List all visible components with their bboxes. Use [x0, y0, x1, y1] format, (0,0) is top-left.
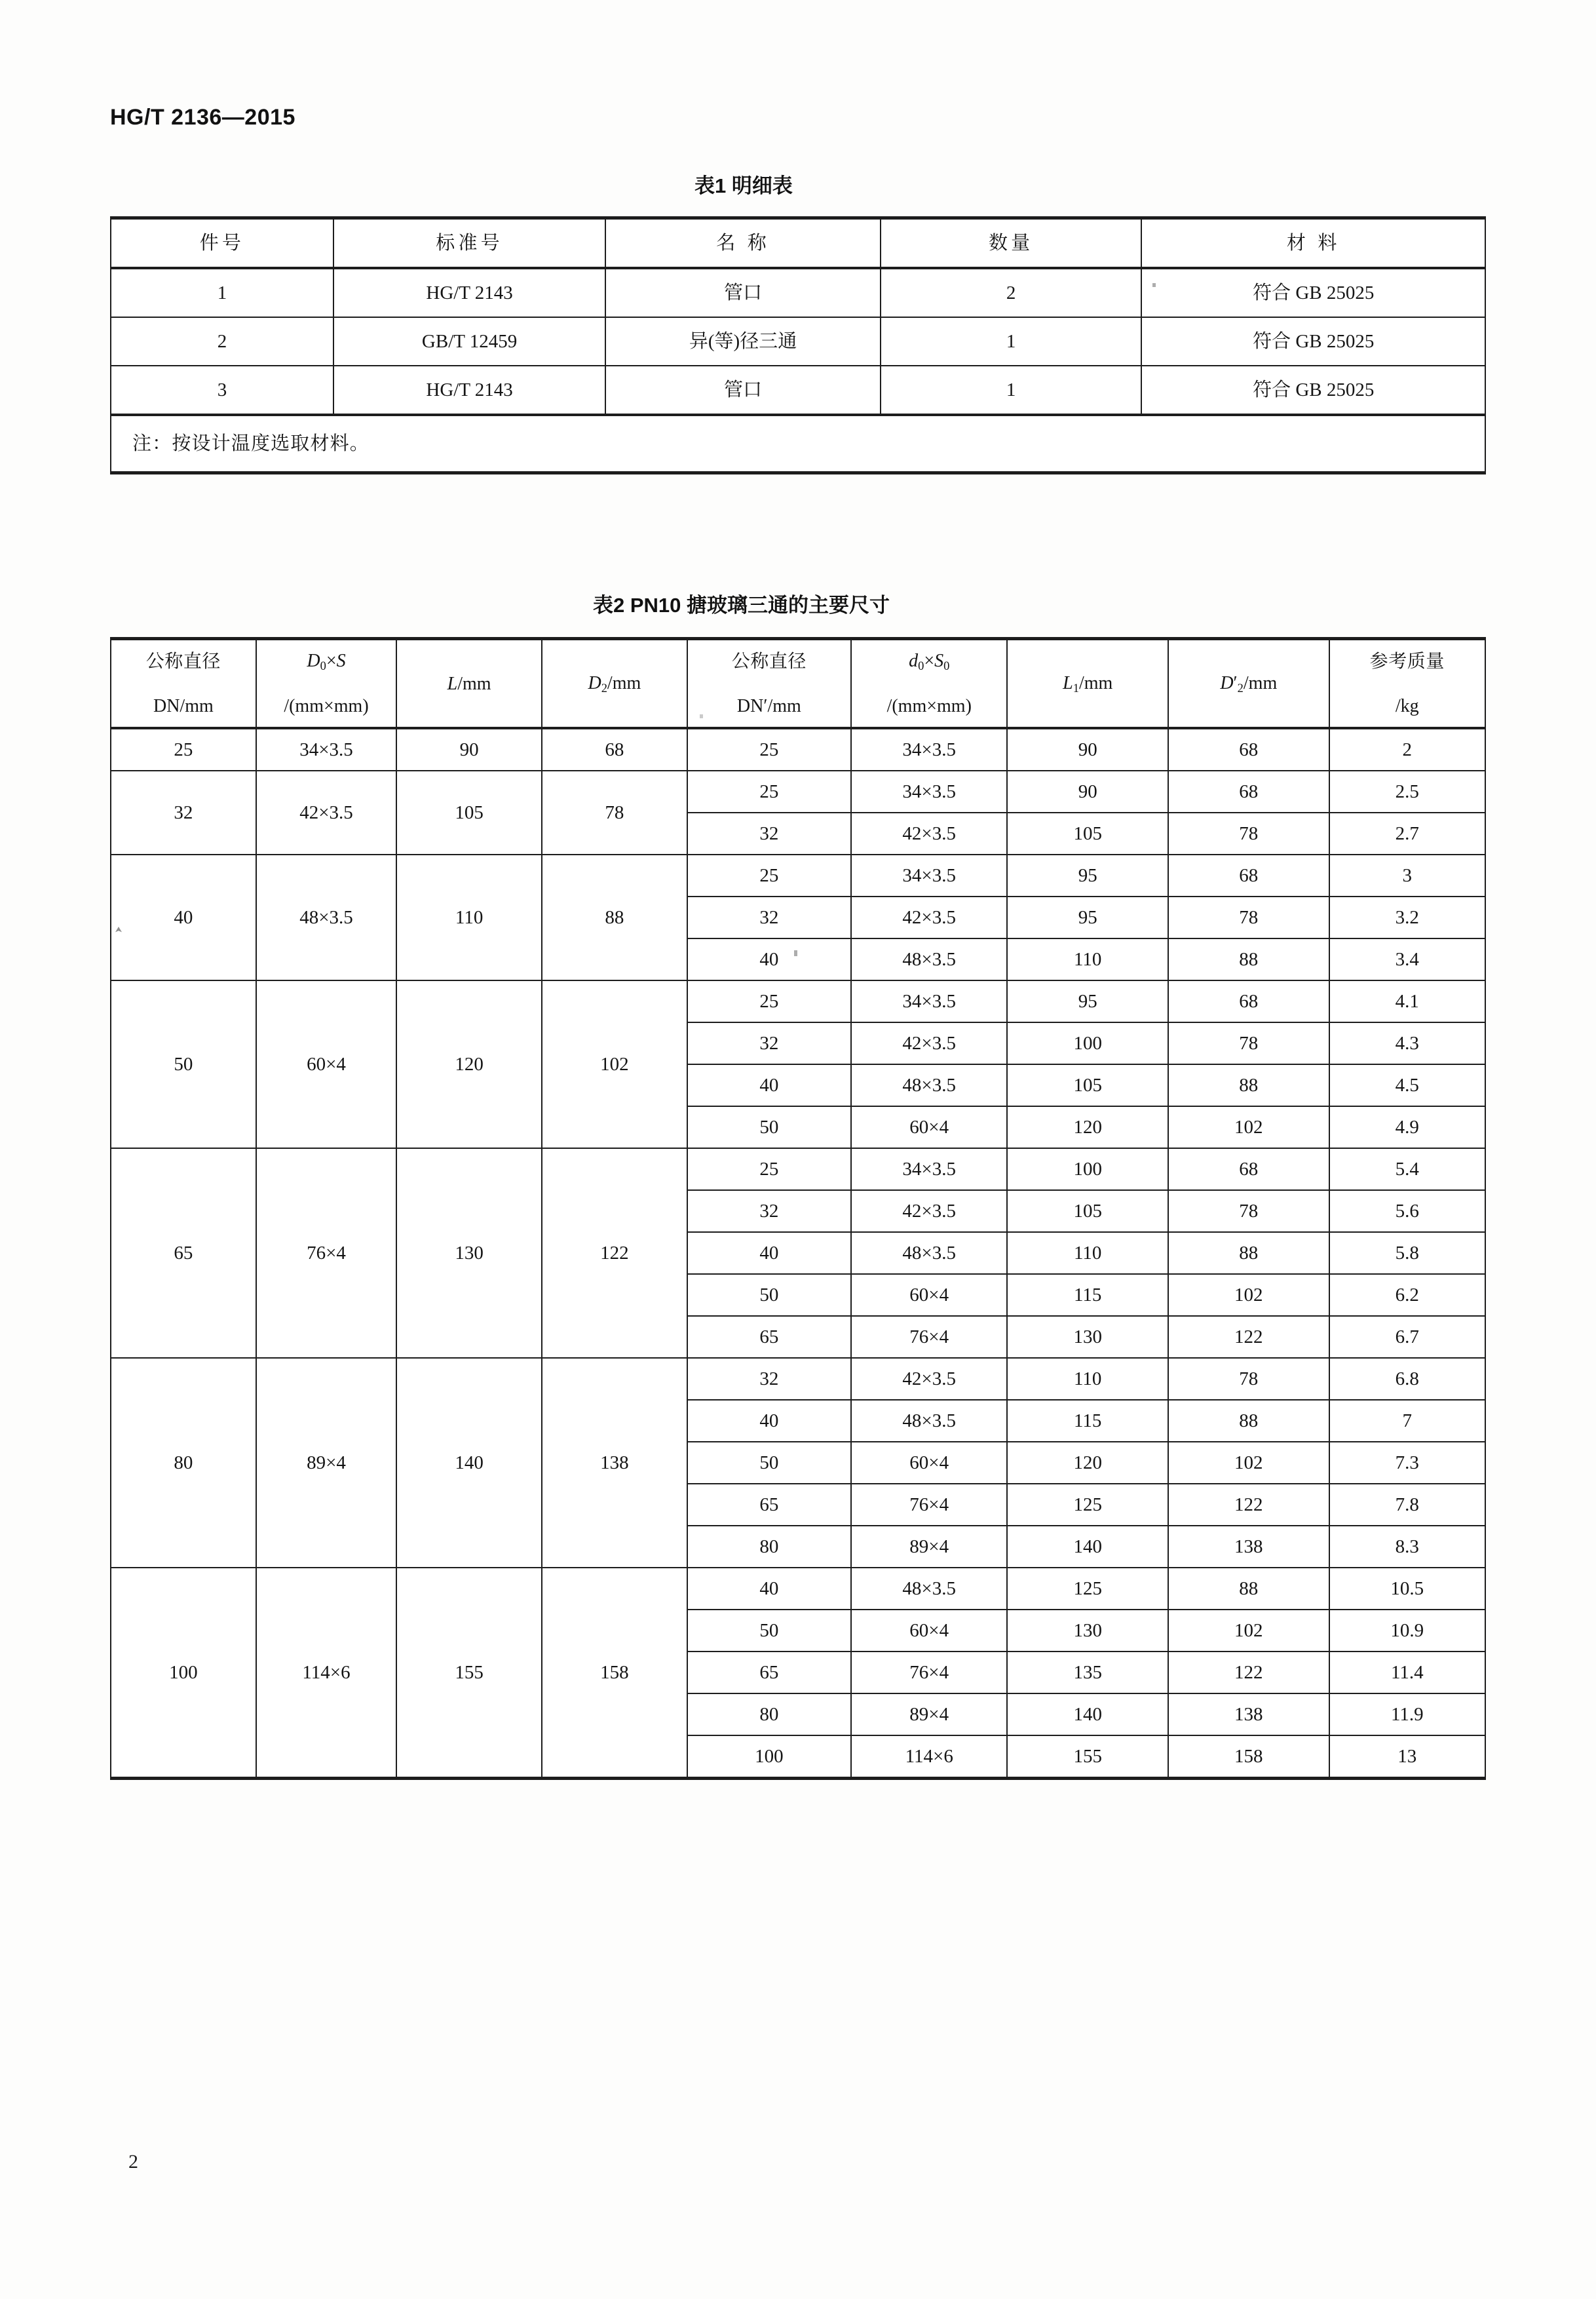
- main-length: 120: [396, 980, 542, 1148]
- main-nominal-diameter: 25: [111, 728, 256, 771]
- branch-length: 125: [1007, 1568, 1168, 1610]
- branch-length: 90: [1007, 728, 1168, 771]
- branch-d0-x-s0: 42×3.5: [851, 1358, 1007, 1400]
- main-nominal-diameter: 65: [111, 1148, 256, 1358]
- main-length: 130: [396, 1148, 542, 1358]
- branch-length: 100: [1007, 1148, 1168, 1190]
- branch-length: 115: [1007, 1400, 1168, 1442]
- branch-nominal-diameter: 25: [687, 980, 851, 1022]
- branch-length: 95: [1007, 897, 1168, 938]
- branch-nominal-diameter: 32: [687, 1190, 851, 1232]
- branch-d2-prime: 78: [1168, 1022, 1329, 1064]
- main-d0-x-s: 42×3.5: [256, 771, 397, 855]
- branch-d0-x-s0: 114×6: [851, 1735, 1007, 1779]
- branch-d2-prime: 68: [1168, 728, 1329, 771]
- branch-length: 130: [1007, 1316, 1168, 1358]
- table-1-column-header: 件号: [111, 218, 333, 269]
- branch-d0-x-s0: 60×4: [851, 1106, 1007, 1148]
- branch-length: 130: [1007, 1610, 1168, 1652]
- branch-length: 110: [1007, 1232, 1168, 1274]
- main-nominal-diameter: 80: [111, 1358, 256, 1568]
- branch-d2-prime: 68: [1168, 980, 1329, 1022]
- branch-length: 140: [1007, 1526, 1168, 1568]
- branch-d2-prime: 68: [1168, 1148, 1329, 1190]
- table-1-note-row: [111, 415, 1485, 473]
- branch-d2-prime: 102: [1168, 1442, 1329, 1484]
- branch-d0-x-s0: 60×4: [851, 1442, 1007, 1484]
- main-d0-x-s: 114×6: [256, 1568, 397, 1779]
- branch-d0-x-s0: 89×4: [851, 1693, 1007, 1735]
- reference-mass: 7.3: [1329, 1442, 1485, 1484]
- branch-d0-x-s0: 48×3.5: [851, 938, 1007, 980]
- branch-d0-x-s0: 48×3.5: [851, 1064, 1007, 1106]
- branch-nominal-diameter: 40: [687, 1232, 851, 1274]
- table-2-tee-dimensions: [110, 637, 1486, 1780]
- th-mass-line1: 参考质量: [1369, 651, 1445, 671]
- reference-mass: 7.8: [1329, 1484, 1485, 1526]
- table-row: [111, 268, 1485, 317]
- main-d2: 158: [542, 1568, 687, 1779]
- table-1-caption: 表1 明细表: [694, 174, 793, 197]
- branch-nominal-diameter: 80: [687, 1693, 851, 1735]
- reference-mass: 4.1: [1329, 980, 1485, 1022]
- branch-d2-prime: 78: [1168, 1358, 1329, 1400]
- reference-mass: 4.3: [1329, 1022, 1485, 1064]
- reference-mass: 5.6: [1329, 1190, 1485, 1232]
- table-row: [111, 317, 1485, 366]
- branch-nominal-diameter: 50: [687, 1106, 851, 1148]
- table-2-caption: 表2 PN10 搪玻璃三通的主要尺寸: [593, 594, 890, 617]
- th-length-l: [396, 639, 542, 729]
- branch-d2-prime: 88: [1168, 1064, 1329, 1106]
- branch-nominal-diameter: 25: [687, 771, 851, 813]
- branch-length: 125: [1007, 1484, 1168, 1526]
- branch-d0-x-s0: 42×3.5: [851, 897, 1007, 938]
- reference-mass: 8.3: [1329, 1526, 1485, 1568]
- branch-d2-prime: 78: [1168, 897, 1329, 938]
- branch-nominal-diameter: 50: [687, 1274, 851, 1316]
- main-d2: 122: [542, 1148, 687, 1358]
- table-1-cell: 3: [111, 366, 333, 415]
- branch-nominal-diameter: 50: [687, 1442, 851, 1484]
- branch-length: 95: [1007, 980, 1168, 1022]
- th-d0xs-line1: $D_0\times S$: [307, 651, 346, 672]
- main-length: 110: [396, 855, 542, 980]
- branch-d2-prime: 68: [1168, 855, 1329, 897]
- branch-length: 105: [1007, 813, 1168, 855]
- table-1-cell: 2: [111, 317, 333, 366]
- table-row: [111, 855, 1485, 897]
- table-1-note: 注：按设计温度选取材料。: [111, 415, 1485, 473]
- branch-d2-prime: 88: [1168, 1232, 1329, 1274]
- table-1-cell: 1: [881, 317, 1142, 366]
- branch-nominal-diameter: 40: [687, 1064, 851, 1106]
- branch-d2-prime: 102: [1168, 1106, 1329, 1148]
- th-nominal-diameter-branch: [687, 639, 851, 729]
- reference-mass: 3.4: [1329, 938, 1485, 980]
- branch-d2-prime: 122: [1168, 1316, 1329, 1358]
- th-d2: [542, 639, 687, 729]
- branch-d0-x-s0: 48×3.5: [851, 1568, 1007, 1610]
- reference-mass: 13: [1329, 1735, 1485, 1779]
- th-d2prime-label: $D'_2/mm$: [1220, 672, 1278, 695]
- reference-mass: 5.4: [1329, 1148, 1485, 1190]
- running-header: HG/T 2136—2015: [110, 105, 295, 130]
- main-d0-x-s: 34×3.5: [256, 728, 397, 771]
- th-d2-prime: [1168, 639, 1329, 729]
- branch-length: 135: [1007, 1652, 1168, 1693]
- branch-nominal-diameter: 65: [687, 1316, 851, 1358]
- branch-d2-prime: 122: [1168, 1484, 1329, 1526]
- table-row: [111, 728, 1485, 771]
- reference-mass: 3: [1329, 855, 1485, 897]
- branch-length: 110: [1007, 1358, 1168, 1400]
- table-1-column-header: 标准号: [333, 218, 605, 269]
- th-d0xs0-line2: /(mm×mm): [886, 696, 972, 716]
- reference-mass: 6.8: [1329, 1358, 1485, 1400]
- branch-d0-x-s0: 42×3.5: [851, 813, 1007, 855]
- table-1-column-header: 材 料: [1141, 218, 1485, 269]
- table-1-cell: HG/T 2143: [333, 268, 605, 317]
- branch-length: 115: [1007, 1274, 1168, 1316]
- branch-d0-x-s0: 42×3.5: [851, 1190, 1007, 1232]
- th-dn-line2: DN/mm: [153, 696, 214, 716]
- main-d0-x-s: 60×4: [256, 980, 397, 1148]
- table-1-cell: 2: [881, 268, 1142, 317]
- table-1-cell: 异(等)径三通: [605, 317, 881, 366]
- table-1-parts-list: [110, 216, 1486, 474]
- branch-nominal-diameter: 32: [687, 897, 851, 938]
- branch-length: 105: [1007, 1064, 1168, 1106]
- main-d2: 138: [542, 1358, 687, 1568]
- branch-d2-prime: 122: [1168, 1652, 1329, 1693]
- reference-mass: 10.5: [1329, 1568, 1485, 1610]
- reference-mass: 6.2: [1329, 1274, 1485, 1316]
- branch-d0-x-s0: 89×4: [851, 1526, 1007, 1568]
- branch-d2-prime: 102: [1168, 1274, 1329, 1316]
- scan-artifact-dot-a: [794, 950, 797, 956]
- main-nominal-diameter: 50: [111, 980, 256, 1148]
- branch-nominal-diameter: 25: [687, 728, 851, 771]
- branch-d2-prime: 102: [1168, 1610, 1329, 1652]
- reference-mass: 6.7: [1329, 1316, 1485, 1358]
- th-dn-line1: 公称直径: [145, 651, 221, 671]
- branch-d0-x-s0: 42×3.5: [851, 1022, 1007, 1064]
- table-1-column-header: 数量: [881, 218, 1142, 269]
- branch-length: 105: [1007, 1190, 1168, 1232]
- branch-length: 90: [1007, 771, 1168, 813]
- th-dn2-line1: 公称直径: [731, 651, 807, 671]
- branch-d0-x-s0: 34×3.5: [851, 855, 1007, 897]
- main-d0-x-s: 89×4: [256, 1358, 397, 1568]
- table-1-cell: 符合 GB 25025: [1141, 317, 1485, 366]
- branch-nominal-diameter: 40: [687, 938, 851, 980]
- th-d0-x-s0: [851, 639, 1007, 729]
- branch-length: 120: [1007, 1106, 1168, 1148]
- branch-length: 155: [1007, 1735, 1168, 1779]
- th-nominal-diameter-main: [111, 639, 256, 729]
- main-length: 105: [396, 771, 542, 855]
- reference-mass: 7: [1329, 1400, 1485, 1442]
- branch-length: 140: [1007, 1693, 1168, 1735]
- branch-d0-x-s0: 48×3.5: [851, 1232, 1007, 1274]
- scan-artifact-dot-b: [1152, 283, 1156, 287]
- table-row: [111, 1148, 1485, 1190]
- reference-mass: 5.8: [1329, 1232, 1485, 1274]
- main-d2: 78: [542, 771, 687, 855]
- th-mass-line2: /kg: [1395, 696, 1419, 716]
- scan-artifact-dot-c: [700, 714, 703, 718]
- branch-nominal-diameter: 50: [687, 1610, 851, 1652]
- branch-nominal-diameter: 40: [687, 1568, 851, 1610]
- table-row: [111, 366, 1485, 415]
- reference-mass: 2.7: [1329, 813, 1485, 855]
- th-l1-label: $L_1/mm$: [1063, 672, 1113, 695]
- branch-d0-x-s0: 34×3.5: [851, 728, 1007, 771]
- branch-length: 100: [1007, 1022, 1168, 1064]
- main-d0-x-s: 76×4: [256, 1148, 397, 1358]
- main-d0-x-s: 48×3.5: [256, 855, 397, 980]
- branch-nominal-diameter: 40: [687, 1400, 851, 1442]
- main-d2: 102: [542, 980, 687, 1148]
- branch-d0-x-s0: 34×3.5: [851, 1148, 1007, 1190]
- table-1-column-header: 名 称: [605, 218, 881, 269]
- table-1-cell: 1: [881, 366, 1142, 415]
- th-length-l1: [1007, 639, 1168, 729]
- reference-mass: 4.5: [1329, 1064, 1485, 1106]
- branch-d2-prime: 138: [1168, 1693, 1329, 1735]
- table-1-header-row: [111, 218, 1485, 269]
- main-length: 90: [396, 728, 542, 771]
- th-dn2-line2: DN′/mm: [736, 696, 801, 716]
- branch-d0-x-s0: 76×4: [851, 1316, 1007, 1358]
- branch-d0-x-s0: 48×3.5: [851, 1400, 1007, 1442]
- branch-nominal-diameter: 25: [687, 855, 851, 897]
- table-1-cell: 符合 GB 25025: [1141, 366, 1485, 415]
- branch-nominal-diameter: 80: [687, 1526, 851, 1568]
- branch-nominal-diameter: 65: [687, 1652, 851, 1693]
- th-d0-x-s: [256, 639, 397, 729]
- branch-d2-prime: 88: [1168, 1400, 1329, 1442]
- table-1-cell: 1: [111, 268, 333, 317]
- branch-length: 95: [1007, 855, 1168, 897]
- main-d2: 88: [542, 855, 687, 980]
- branch-nominal-diameter: 65: [687, 1484, 851, 1526]
- table-row: [111, 771, 1485, 813]
- reference-mass: 11.9: [1329, 1693, 1485, 1735]
- branch-d0-x-s0: 60×4: [851, 1274, 1007, 1316]
- reference-mass: 2.5: [1329, 771, 1485, 813]
- branch-d0-x-s0: 34×3.5: [851, 980, 1007, 1022]
- reference-mass: 10.9: [1329, 1610, 1485, 1652]
- table-1-cell: HG/T 2143: [333, 366, 605, 415]
- branch-d2-prime: 88: [1168, 938, 1329, 980]
- th-d0xs0-line1: $d_0\times S_0$: [909, 651, 950, 672]
- table-row: [111, 980, 1485, 1022]
- table-1-cell: 管口: [605, 268, 881, 317]
- th-d0xs-line2: /(mm×mm): [284, 696, 369, 716]
- main-nominal-diameter: 100: [111, 1568, 256, 1779]
- page-number: 2: [128, 2151, 138, 2173]
- branch-nominal-diameter: 32: [687, 1022, 851, 1064]
- branch-d2-prime: 158: [1168, 1735, 1329, 1779]
- reference-mass: 2: [1329, 728, 1485, 771]
- branch-d2-prime: 78: [1168, 813, 1329, 855]
- main-nominal-diameter: 32: [111, 771, 256, 855]
- table-1-cell: 符合 GB 25025: [1141, 268, 1485, 317]
- table-1-cell: GB/T 12459: [333, 317, 605, 366]
- th-d2-label: $D_2/mm$: [588, 672, 641, 695]
- branch-length: 120: [1007, 1442, 1168, 1484]
- branch-nominal-diameter: 25: [687, 1148, 851, 1190]
- main-d2: 68: [542, 728, 687, 771]
- main-nominal-diameter: 40: [111, 855, 256, 980]
- th-l-label: L/mm: [447, 673, 491, 694]
- branch-nominal-diameter: 100: [687, 1735, 851, 1779]
- reference-mass: 11.4: [1329, 1652, 1485, 1693]
- branch-d0-x-s0: 76×4: [851, 1652, 1007, 1693]
- reference-mass: 3.2: [1329, 897, 1485, 938]
- branch-nominal-diameter: 32: [687, 813, 851, 855]
- branch-d0-x-s0: 60×4: [851, 1610, 1007, 1652]
- branch-d2-prime: 88: [1168, 1568, 1329, 1610]
- th-reference-mass: [1329, 639, 1485, 729]
- main-length: 140: [396, 1358, 542, 1568]
- main-length: 155: [396, 1568, 542, 1779]
- branch-d2-prime: 68: [1168, 771, 1329, 813]
- branch-d0-x-s0: 34×3.5: [851, 771, 1007, 813]
- branch-d0-x-s0: 76×4: [851, 1484, 1007, 1526]
- branch-d2-prime: 78: [1168, 1190, 1329, 1232]
- table-row: [111, 1568, 1485, 1610]
- branch-d2-prime: 138: [1168, 1526, 1329, 1568]
- branch-nominal-diameter: 32: [687, 1358, 851, 1400]
- reference-mass: 4.9: [1329, 1106, 1485, 1148]
- branch-length: 110: [1007, 938, 1168, 980]
- table-row: [111, 1358, 1485, 1400]
- table-1-cell: 管口: [605, 366, 881, 415]
